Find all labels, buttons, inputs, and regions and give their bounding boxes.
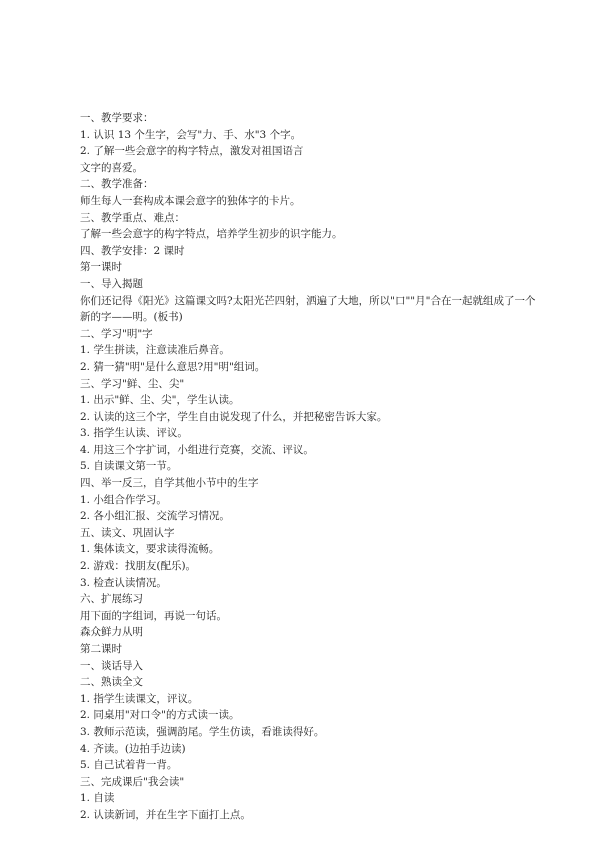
text-line: 1. 集体读文，要求读得流畅。 <box>80 543 220 556</box>
heading-reading: 五、读文、巩固认字 <box>80 526 175 539</box>
text-line: 4. 齐读。(边拍手边读) <box>80 742 186 755</box>
heading-talk-intro: 一、谈话导入 <box>80 659 143 672</box>
text-line: 5. 自读课文第一节。 <box>80 460 178 473</box>
heading-requirements: 一、教学要求： <box>80 112 154 124</box>
text-line: 2. 猜一猜"明"是什么意思?用"明"组词。 <box>80 360 266 373</box>
heading-can-read: 三、完成课后"我会读" <box>80 775 185 788</box>
heading-schedule: 四、教学安排：2 课时 <box>80 244 185 257</box>
text-line: 2. 各小组汇报、交流学习情况。 <box>80 510 230 523</box>
heading-practice: 六、扩展练习 <box>80 593 143 606</box>
text-line: 5. 自己试着背一背。 <box>80 759 178 772</box>
heading-lesson-two: 第二课时 <box>80 643 122 655</box>
text-line: 文字的喜爱。 <box>80 161 143 174</box>
text-line: 1. 出示"鲜、尘、尖"，学生认读。 <box>80 394 240 407</box>
text-line: 3. 检查认读情况。 <box>80 576 167 589</box>
text-line: 1. 认识 13 个生字，会写"力、手、水"3 个字。 <box>80 128 302 141</box>
heading-xian-chen-jian: 三、学习"鲜、尘、尖" <box>80 377 185 390</box>
heading-intro: 一、导入揭题 <box>80 277 143 290</box>
heading-lesson-one: 第一课时 <box>80 261 122 274</box>
text-line: 用下面的字组词，再说一句话。 <box>80 609 227 622</box>
text-line: 森众鲜力从明 <box>80 626 143 639</box>
text-line: 1. 自读 <box>80 792 115 805</box>
text-line: 师生每人一套构成本课会意字的独体字的卡片。 <box>80 194 301 207</box>
text-line: 1. 小组合作学习。 <box>80 493 167 506</box>
text-line: 2. 同桌用"对口令"的方式读一读。 <box>80 709 240 722</box>
text-line: 4. 用这三个字扩词，小组进行竞赛，交流、评议。 <box>80 443 314 456</box>
heading-preparation: 二、教学准备： <box>80 178 154 191</box>
text-line: 1. 学生拼读，注意读准后鼻音。 <box>80 344 230 357</box>
text-paragraph: 你们还记得《阳光》这篇课文吗?太阳光芒四射，洒遍了大地，所以"口""月"合在一起就组成了一个新的字——明。(板书) <box>80 294 536 324</box>
text-line: 3. 教师示范读，强调韵尾。学生仿读，看谁读得好。 <box>80 725 325 738</box>
heading-self-study: 四、举一反三，自学其他小节中的生字 <box>80 477 259 490</box>
text-line: 3. 指学生认读、评议。 <box>80 427 188 440</box>
heading-ming: 二、学习"明"字 <box>80 327 153 340</box>
heading-key-points: 三、教学重点、难点： <box>80 211 185 224</box>
heading-read-text: 二、熟读全文 <box>80 676 143 689</box>
text-line: 1. 指学生读课文，评议。 <box>80 692 199 705</box>
text-line: 2. 了解一些会意字的构字特点，激发对祖国语言 <box>80 145 304 158</box>
document-body <box>80 110 540 824</box>
text-line: 2. 游戏：找朋友(配乐)。 <box>80 560 197 573</box>
text-line: 了解一些会意字的构字特点，培养学生初步的识字能力。 <box>80 228 343 241</box>
text-line: 2. 认读新词，并在生字下面打上点。 <box>80 808 251 821</box>
text-line: 2. 认读的这三个字，学生自由说发现了什么，并把秘密告诉大家。 <box>80 410 388 423</box>
